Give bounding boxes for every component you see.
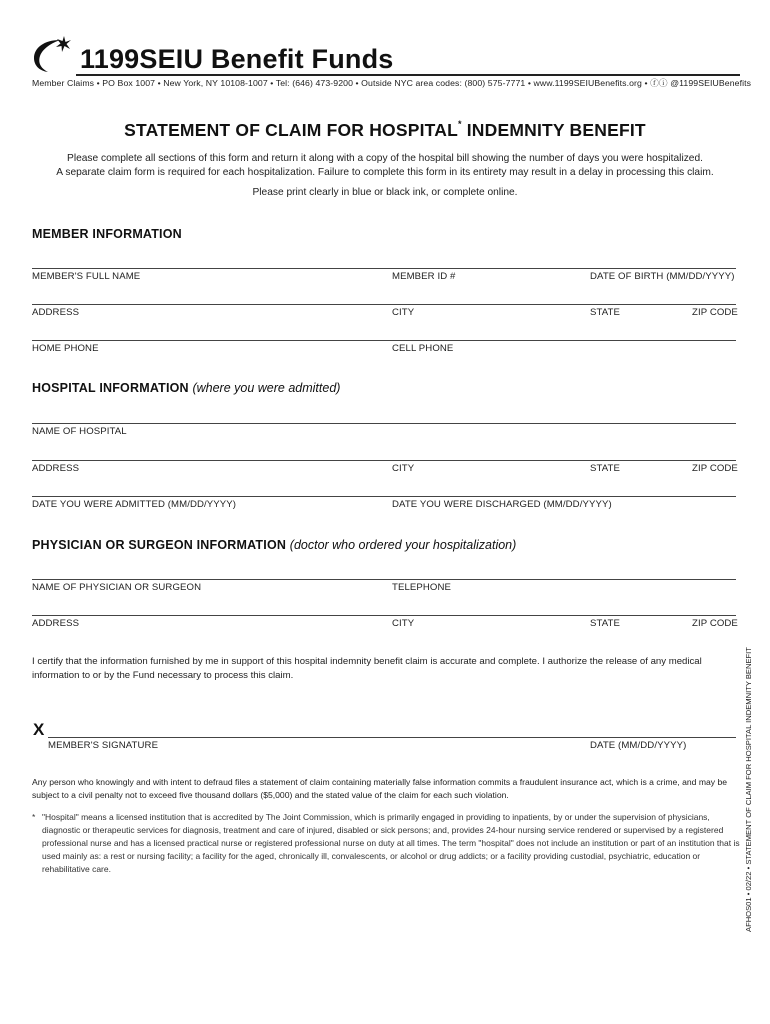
member-signature-label: MEMBER'S SIGNATURE [48,740,159,751]
logo-crescent-star-icon [30,34,76,74]
signature-date-label: DATE (MM/DD/YYYY) [590,740,687,751]
hospital-zip-label: ZIP CODE [692,463,738,474]
member-cell-phone-label: CELL PHONE [392,343,454,354]
member-dob-label: DATE OF BIRTH (MM/DD/YYYY) [590,271,735,282]
date-admitted-label: DATE YOU WERE ADMITTED (MM/DD/YYYY) [32,499,237,510]
member-id-label: MEMBER ID # [392,271,456,282]
physician-heading-sub: (doctor who ordered your hospitalization) [289,538,517,552]
footnote-text: "Hospital" means a licensed institution that is accredited by The Joint Commission, which is primarily engaged in providing to inpatients, by or under the supervision of physicians, diagnostic or therapeutic services for diagnosis, treatment and care of injured, disabled or sick persons; and, provides 24-hour nursing service rendered or supervised by a registered professional nurse and has a licensed practical nurse or registered professional nurse on duty at all times. The term "hospital" does not include an institution or part of an institution that is used mainly as: a rest or nursing facility; a facility for the aged, chronically ill, convalescents, or alcohol or drug addicts; or a facility providing custodial, psychiatric, education or rehabilitative care. [42,812,740,874]
fraud-warning-text: Any person who knowingly and with intent to defraud files a statement of claim containing materially false information commits a fraudulent insurance act, which is a crime, and may be subject to a civil penalty not to exceed five thousand dollars ($5,000) and the stated value of the claim for each such violation. [32,777,728,800]
signature-line[interactable] [48,737,736,738]
physician-name-line[interactable] [32,579,736,580]
signature-x-mark: X [33,720,45,739]
logo-wordmark: 1199SEIU Benefit Funds [80,44,394,74]
date-discharged-label: DATE YOU WERE DISCHARGED (MM/DD/YYYY) [392,499,612,510]
instruction-line-2: A separate claim form is required for each hospitalization. Failure to complete this form in its entirety may result in a delay in processing this claim. [56,167,714,178]
physician-name-label: NAME OF PHYSICIAN OR SURGEON [32,582,202,593]
physician-zip-label: ZIP CODE [692,618,738,629]
hospital-state-label: STATE [590,463,620,474]
certification-text: I certify that the information furnished by me in support of this hospital indemnity benefit claim is accurate and complete. I authorize the release of any medical information to or by the Fund necessary to process this claim. [32,656,702,681]
hospital-city-label: CITY [392,463,415,474]
physician-city-label: CITY [392,618,415,629]
member-state-label: STATE [590,307,620,318]
instruction-line-3: Please print clearly in blue or black ink, or complete online. [252,187,518,198]
contact-line: Member Claims • PO Box 1007 • New York, NY 10108-1007 • Tel: (646) 473-9200 • Outside NYC area codes: (800) 575-7771 • www.1199SEIUBenefits.org • ⓕⓘ @1199SEIUBenefits [32,78,752,88]
physician-address-line[interactable] [32,615,736,616]
instruction-line-1: Please complete all sections of this form and return it along with a copy of the hospital bill showing the number of days you were hospitalized. [67,153,703,164]
hospital-address-label: ADDRESS [32,463,80,474]
hospital-name-label: NAME OF HOSPITAL [32,426,127,437]
member-address-line[interactable] [32,304,736,305]
member-section-heading: MEMBER INFORMATION [32,227,182,241]
member-home-phone-label: HOME PHONE [32,343,99,354]
title-rest: INDEMNITY BENEFIT [461,120,646,140]
member-full-name-label: MEMBER'S FULL NAME [32,271,141,282]
hospital-definition-footnote [32,811,740,876]
hospital-address-line[interactable] [32,460,736,461]
member-zip-label: ZIP CODE [692,307,738,318]
title-footnote-marker: * [457,119,462,129]
physician-state-label: STATE [590,618,620,629]
physician-section-heading [32,538,516,552]
form-code-vertical: AFHOS01 • 02/22 • STATEMENT OF CLAIM FOR HOSPITAL INDEMNITY BENEFIT [744,647,753,932]
form-title [0,120,770,141]
hospital-dates-line[interactable] [32,496,736,497]
hospital-heading-text: HOSPITAL INFORMATION [32,381,189,395]
member-city-label: CITY [392,307,415,318]
member-phone-line[interactable] [32,340,736,341]
hospital-heading-sub: (where you were admitted) [192,381,341,395]
physician-heading-text: PHYSICIAN OR SURGEON INFORMATION [32,538,287,552]
hospital-name-line[interactable] [32,423,736,424]
physician-address-label: ADDRESS [32,618,80,629]
physician-telephone-label: TELEPHONE [392,582,452,593]
title-main: STATEMENT OF CLAIM FOR HOSPITAL [124,120,458,140]
member-name-line[interactable] [32,268,736,269]
header-divider [76,74,740,76]
member-address-label: ADDRESS [32,307,80,318]
hospital-section-heading [32,381,340,395]
footnote-marker: * [32,812,36,822]
